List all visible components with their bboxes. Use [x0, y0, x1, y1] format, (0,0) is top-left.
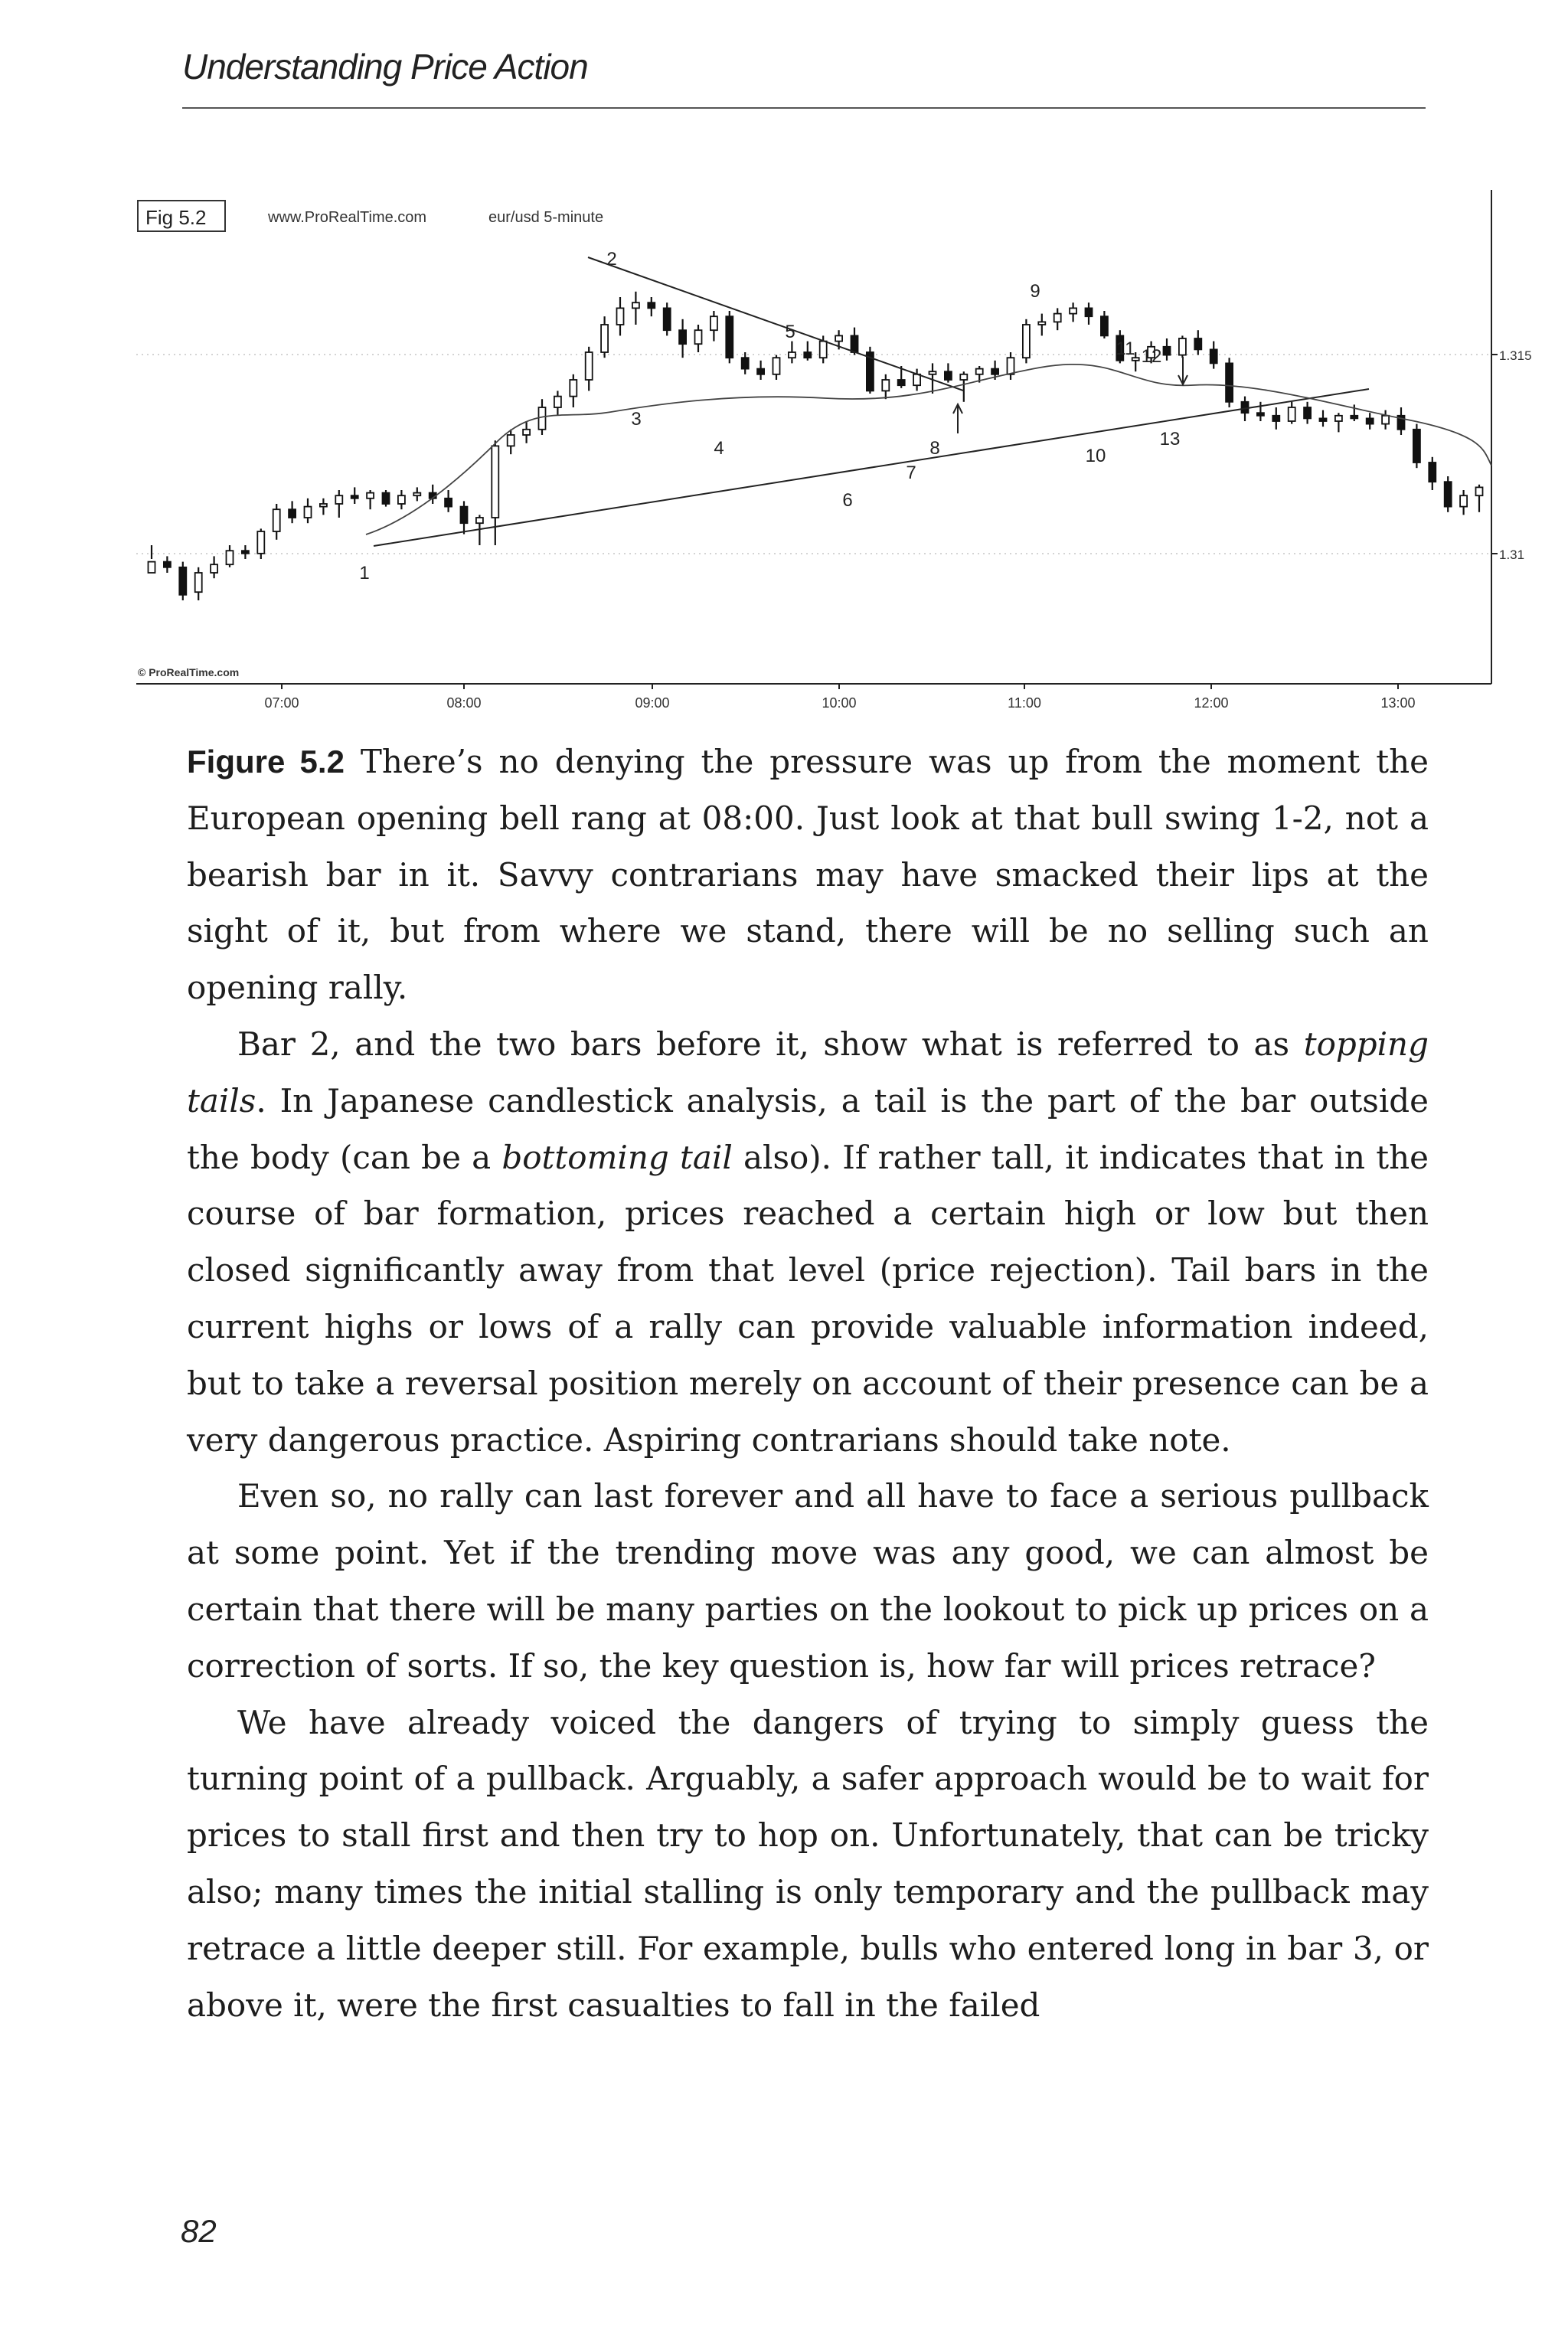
candle — [508, 430, 514, 454]
candle-body — [508, 435, 514, 446]
page-number: 82 — [181, 2213, 217, 2249]
candle — [335, 490, 342, 518]
candle — [726, 311, 733, 363]
candle — [1257, 402, 1264, 421]
time-tick-labels — [264, 684, 1415, 711]
candle — [1194, 330, 1201, 355]
moving-average-line — [366, 364, 1491, 534]
paragraph-1 — [187, 1016, 1429, 1468]
candle-body — [586, 352, 593, 380]
candle-body — [149, 562, 155, 573]
p1-emphasis-topping-tails: topping tails — [187, 1025, 1429, 1120]
candle-body — [851, 335, 858, 352]
candle — [1038, 314, 1045, 336]
time-label: 09:00 — [635, 695, 670, 711]
candle-body — [1226, 363, 1233, 401]
candle — [1429, 457, 1436, 490]
candle-body — [773, 358, 780, 374]
candle-body — [1164, 347, 1171, 355]
candle-body — [1445, 482, 1452, 506]
bar-number-label: 9 — [1030, 281, 1040, 302]
candle-body — [929, 371, 936, 374]
candle-body — [945, 371, 952, 380]
candle — [445, 490, 452, 512]
caption-text: There’s no denying the pressure was up from the moment the European opening bell rang at 08:00. Just look at that bull swing 1-2, not a bearish bar in it. Savvy contrarians may have smacked their lips at the sight of it, but from where we stand, there will be no selling such an opening rally. — [187, 743, 1429, 1007]
candle — [398, 490, 405, 509]
candle-body — [1413, 430, 1420, 463]
candle — [1335, 413, 1342, 432]
trend-lines — [366, 257, 1491, 546]
candle-body — [1038, 322, 1045, 325]
candle-body — [211, 564, 217, 573]
candle-body — [1476, 487, 1483, 495]
candle — [227, 545, 234, 567]
bar-number-label: 3 — [631, 409, 642, 430]
candle-body — [679, 330, 686, 344]
candle — [1289, 402, 1295, 424]
candle-body — [1070, 308, 1076, 313]
candle — [648, 297, 655, 316]
candle — [1070, 302, 1076, 322]
candle — [1320, 410, 1327, 427]
candle — [617, 297, 624, 335]
candle — [1054, 308, 1061, 330]
candle-body — [1008, 358, 1014, 374]
candle — [664, 302, 671, 335]
candle — [289, 501, 296, 523]
candle — [679, 319, 686, 358]
trend-line-up — [374, 389, 1369, 546]
paragraph-3: We have already voiced the dangers of trying to simply guess the turning point of a pullback. Arguably, a safer approach would be to wait for prices to stall first and then try to hop on. Unfortunately, that can be tricky also; many times the initial stalling is only temporary and the pullback may retrace a little deeper still. For example, bulls who entered long in bar 3, or above it, were the first casualties to fall in the failed — [187, 1703, 1429, 2024]
candle — [1226, 358, 1233, 407]
candle — [461, 501, 468, 534]
candle-body — [242, 551, 249, 554]
p1-text-b: . In Japanese candlestick analysis, a tail is the part of the bar outside the body (can be a — [187, 1081, 1429, 1176]
candle-body — [195, 573, 202, 592]
candle — [149, 545, 155, 573]
candle-body — [164, 562, 171, 567]
candle — [351, 487, 358, 504]
bar-annotations — [359, 249, 1180, 583]
bar-number-label: 6 — [842, 490, 853, 511]
candle-body — [726, 316, 733, 358]
candle — [1382, 410, 1389, 430]
candle — [882, 374, 889, 399]
candle-body — [289, 509, 296, 518]
chart-watermark: © ProRealTime.com — [138, 666, 240, 678]
candle-body — [305, 507, 312, 518]
candle-body — [1367, 418, 1374, 423]
bar-number-label: 8 — [929, 438, 940, 459]
candle — [1086, 302, 1093, 325]
candle-body — [367, 493, 374, 498]
bar-number-label: 12 — [1141, 346, 1162, 367]
candle — [1476, 485, 1483, 512]
price-label-1315: 1.315 — [1499, 348, 1532, 363]
candle-body — [476, 518, 483, 523]
candle — [586, 347, 593, 391]
candle — [804, 342, 811, 361]
candle-body — [523, 430, 530, 435]
candle-body — [1257, 413, 1264, 416]
candle — [242, 545, 249, 559]
bar-number-label: 11 — [1116, 338, 1135, 359]
candle — [867, 347, 874, 394]
candle — [1210, 342, 1217, 369]
candle — [1164, 338, 1171, 361]
candle-body — [1086, 308, 1093, 316]
candle — [1413, 424, 1420, 469]
candle-body — [1023, 325, 1030, 358]
candle-body — [617, 308, 624, 325]
candle-body — [1289, 407, 1295, 421]
candle-body — [398, 495, 405, 504]
time-label: 08:00 — [446, 695, 482, 711]
candle-body — [461, 507, 468, 524]
candle-body — [695, 330, 702, 344]
candle — [195, 567, 202, 600]
candle — [430, 485, 436, 504]
candle — [1398, 407, 1405, 435]
candle-body — [1179, 338, 1186, 355]
candle-body — [413, 493, 420, 496]
candle-body — [570, 380, 577, 397]
candle-body — [976, 369, 983, 374]
bar-number-label: 10 — [1085, 446, 1106, 466]
candle-body — [1304, 407, 1311, 418]
candle — [710, 311, 717, 342]
candle-body — [179, 567, 186, 595]
candle — [1460, 490, 1467, 515]
paragraph-2: Even so, no rally can last forever and all have to face a serious pullback at some point. Yet if the trending move was any good, we can almost be certain that there will be many parties on the lookout to pick up prices on a correction of sorts. If so, the key question is, how far will prices retrace? — [187, 1477, 1429, 1685]
candle — [523, 421, 530, 443]
chart-instrument: eur/usd 5-minute — [488, 209, 604, 226]
candle-body — [898, 380, 905, 385]
candle — [1101, 311, 1108, 338]
candle-body — [1101, 316, 1108, 335]
candle — [554, 391, 561, 415]
candle — [1304, 402, 1311, 424]
candle — [789, 342, 795, 364]
candle-body — [227, 551, 234, 564]
candle — [383, 490, 390, 507]
candle — [211, 556, 217, 578]
candle-body — [960, 374, 967, 380]
header-rule — [182, 107, 1426, 109]
candle-body — [554, 397, 561, 407]
candle — [320, 498, 327, 515]
candle-body — [1351, 416, 1357, 419]
p1-emphasis-bottoming-tail: bottoming tail — [501, 1138, 733, 1176]
candle-body — [820, 342, 827, 358]
candle-body — [1335, 416, 1342, 421]
candle-body — [492, 446, 498, 518]
candle — [413, 487, 420, 501]
candle-body — [383, 493, 390, 504]
candle-body — [1429, 463, 1436, 482]
candle — [570, 374, 577, 407]
candle-body — [1242, 402, 1249, 413]
candle — [1367, 413, 1374, 430]
body-text — [187, 734, 1429, 2033]
time-label: 11:00 — [1008, 695, 1041, 711]
candle-body — [335, 495, 342, 504]
candle-body — [648, 302, 655, 308]
candle-body — [601, 325, 608, 352]
candle-body — [1054, 314, 1061, 322]
candle-body — [664, 308, 671, 330]
bar-number-label: 1 — [359, 563, 370, 583]
candle-body — [273, 509, 280, 531]
candle-body — [991, 369, 998, 374]
candle — [305, 498, 312, 523]
time-label: 07:00 — [264, 695, 299, 711]
candle-body — [1320, 418, 1327, 421]
candle-body — [1460, 495, 1467, 506]
candle-body — [882, 380, 889, 391]
running-header: Understanding Price Action — [182, 47, 588, 87]
candle — [257, 528, 264, 559]
candle-body — [1210, 349, 1217, 363]
p1-text-a: Bar 2, and the two bars before it, show what is referred to as — [237, 1025, 1304, 1063]
candle-body — [320, 504, 327, 507]
time-label: 12:00 — [1194, 695, 1229, 711]
candle-body — [913, 374, 920, 385]
bar-number-label: 13 — [1159, 429, 1181, 449]
figure-caption — [187, 734, 1429, 1016]
candle-body — [835, 335, 842, 341]
candle-body — [789, 352, 795, 358]
candle-body — [742, 358, 749, 368]
candle-body — [445, 498, 452, 507]
time-label: 10:00 — [822, 695, 857, 711]
candle — [913, 369, 920, 391]
candle — [1445, 476, 1452, 512]
candle-body — [804, 352, 811, 358]
candle — [960, 371, 967, 402]
time-label: 13:00 — [1380, 695, 1416, 711]
candle — [945, 363, 952, 382]
candle — [179, 562, 186, 600]
candle-body — [351, 495, 358, 498]
candle — [1179, 335, 1186, 358]
chart-source: www.ProRealTime.com — [268, 209, 427, 226]
candle-body — [757, 369, 764, 374]
candle — [492, 440, 498, 545]
candle — [601, 316, 608, 358]
candle — [632, 292, 639, 325]
candle-body — [710, 316, 717, 330]
candle — [1272, 407, 1279, 430]
bar-number-label: 7 — [906, 463, 916, 483]
candle — [773, 355, 780, 380]
candle-body — [1382, 416, 1389, 424]
figure-5-2 — [136, 190, 1532, 734]
candle-body — [1272, 416, 1279, 421]
candle — [757, 361, 764, 380]
price-chart — [136, 190, 1532, 734]
caption-label: Figure 5.2 — [187, 744, 345, 780]
bar-number-label: 4 — [714, 438, 724, 459]
candle — [367, 490, 374, 509]
candle — [273, 504, 280, 540]
candle-body — [539, 407, 546, 430]
price-label-131: 1.31 — [1499, 548, 1525, 562]
candle-body — [632, 302, 639, 308]
candle — [695, 325, 702, 352]
candle-body — [1194, 338, 1201, 349]
candle-body — [257, 531, 264, 554]
candle — [164, 556, 171, 573]
bar-number-label: 2 — [606, 249, 617, 270]
bar-number-label: 5 — [785, 322, 795, 342]
candle — [742, 352, 749, 374]
p1-text-c: also). If rather tall, it indicates that in the course of bar formation, prices reached a certain high or low but then closed significantly away from that level (price rejection). Tail bars in the current highs or lows of a rally can provide valuable information indeed, but to take a reversal position merely on account of their presence can be a very dangerous practice. Aspiring contrarians should take note. — [187, 1138, 1429, 1459]
candle — [1008, 352, 1014, 380]
candle — [1023, 319, 1030, 364]
fig-tag: Fig 5.2 — [145, 206, 207, 229]
